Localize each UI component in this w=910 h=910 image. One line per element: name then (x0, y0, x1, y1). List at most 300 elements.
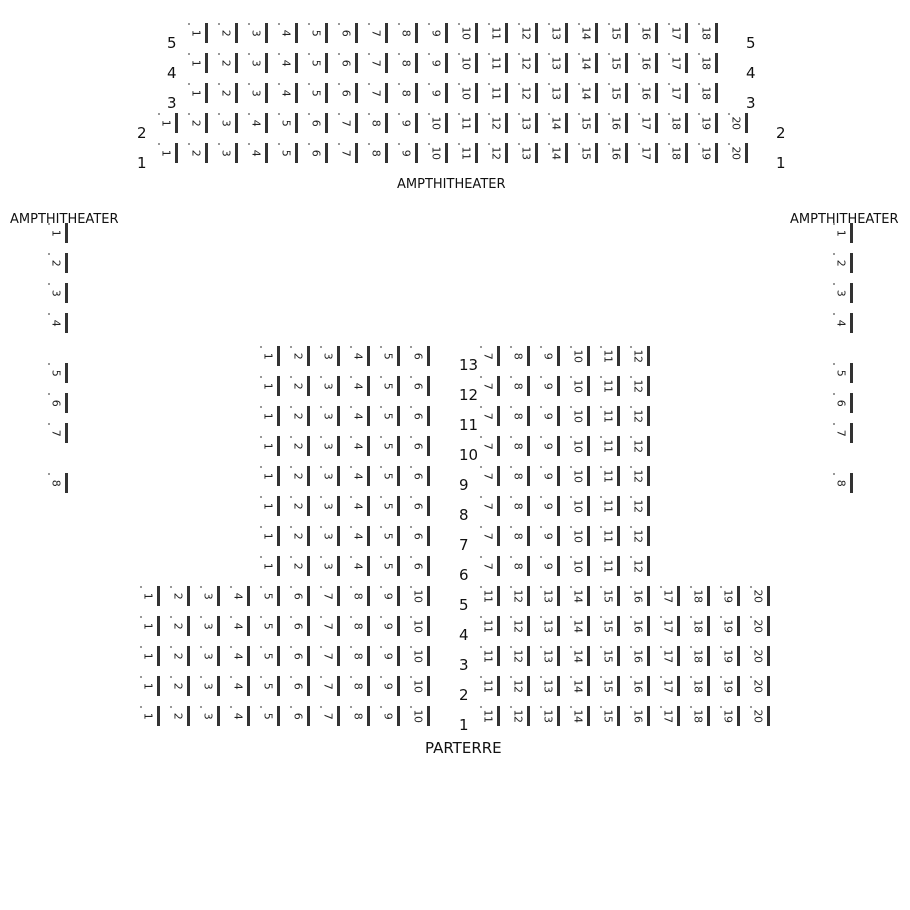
parterre-seat[interactable] (380, 706, 400, 726)
parterre-seat[interactable] (350, 676, 370, 696)
amphitheater-seat[interactable] (608, 53, 628, 73)
parterre-seat[interactable] (540, 376, 560, 396)
parterre-seat[interactable] (480, 496, 500, 516)
parterre-seat[interactable] (570, 406, 590, 426)
parterre-seat[interactable] (630, 496, 650, 516)
parterre-seat[interactable] (600, 346, 620, 366)
parterre-seat[interactable] (540, 646, 560, 666)
amphitheater-seat[interactable] (398, 83, 418, 103)
parterre-seat[interactable] (410, 706, 430, 726)
parterre-seat[interactable] (380, 466, 400, 486)
side-left-seat[interactable] (48, 393, 68, 413)
parterre-seat[interactable] (380, 526, 400, 546)
parterre-seat[interactable] (630, 646, 650, 666)
parterre-seat[interactable] (510, 466, 530, 486)
parterre-seat[interactable] (510, 616, 530, 636)
parterre-seat[interactable] (410, 496, 430, 516)
parterre-seat[interactable] (630, 706, 650, 726)
amphitheater-seat[interactable] (578, 113, 598, 133)
parterre-seat[interactable] (350, 496, 370, 516)
parterre-seat[interactable] (290, 346, 310, 366)
parterre-seat[interactable] (260, 436, 280, 456)
parterre-seat[interactable] (260, 466, 280, 486)
parterre-seat[interactable] (200, 586, 220, 606)
parterre-seat[interactable] (290, 676, 310, 696)
amphitheater-seat[interactable] (458, 23, 478, 43)
side-right-seat[interactable] (833, 473, 853, 493)
parterre-seat[interactable] (510, 406, 530, 426)
amphitheater-seat[interactable] (518, 143, 538, 163)
amphitheater-seat[interactable] (608, 143, 628, 163)
amphitheater-seat[interactable] (518, 113, 538, 133)
parterre-seat[interactable] (230, 616, 250, 636)
amphitheater-seat[interactable] (398, 113, 418, 133)
parterre-seat[interactable] (350, 586, 370, 606)
parterre-seat[interactable] (140, 586, 160, 606)
parterre-seat[interactable] (380, 556, 400, 576)
parterre-seat[interactable] (410, 376, 430, 396)
amphitheater-seat[interactable] (398, 143, 418, 163)
parterre-seat[interactable] (720, 586, 740, 606)
amphitheater-seat[interactable] (368, 143, 388, 163)
side-left-seat[interactable] (48, 473, 68, 493)
parterre-seat[interactable] (480, 706, 500, 726)
parterre-seat[interactable] (630, 466, 650, 486)
parterre-seat[interactable] (510, 346, 530, 366)
parterre-seat[interactable] (380, 676, 400, 696)
parterre-seat[interactable] (170, 616, 190, 636)
side-left-seat[interactable] (48, 423, 68, 443)
amphitheater-seat[interactable] (698, 23, 718, 43)
parterre-seat[interactable] (720, 706, 740, 726)
parterre-seat[interactable] (480, 346, 500, 366)
amphitheater-seat[interactable] (248, 23, 268, 43)
parterre-seat[interactable] (630, 376, 650, 396)
amphitheater-seat[interactable] (548, 83, 568, 103)
amphitheater-seat[interactable] (548, 143, 568, 163)
amphitheater-seat[interactable] (578, 23, 598, 43)
parterre-seat[interactable] (320, 706, 340, 726)
amphitheater-seat[interactable] (668, 53, 688, 73)
parterre-seat[interactable] (570, 586, 590, 606)
parterre-seat[interactable] (350, 706, 370, 726)
side-left-seat[interactable] (48, 313, 68, 333)
parterre-seat[interactable] (290, 466, 310, 486)
amphitheater-seat[interactable] (668, 83, 688, 103)
amphitheater-seat[interactable] (188, 23, 208, 43)
parterre-seat[interactable] (570, 616, 590, 636)
amphitheater-seat[interactable] (428, 23, 448, 43)
amphitheater-seat[interactable] (338, 113, 358, 133)
amphitheater-seat[interactable] (278, 143, 298, 163)
parterre-seat[interactable] (600, 706, 620, 726)
parterre-seat[interactable] (260, 496, 280, 516)
parterre-seat[interactable] (630, 676, 650, 696)
amphitheater-seat[interactable] (638, 53, 658, 73)
parterre-seat[interactable] (320, 646, 340, 666)
parterre-seat[interactable] (290, 586, 310, 606)
amphitheater-seat[interactable] (308, 83, 328, 103)
amphitheater-seat[interactable] (608, 83, 628, 103)
parterre-seat[interactable] (260, 616, 280, 636)
amphitheater-seat[interactable] (668, 113, 688, 133)
parterre-seat[interactable] (690, 676, 710, 696)
parterre-seat[interactable] (320, 556, 340, 576)
parterre-seat[interactable] (380, 406, 400, 426)
amphitheater-seat[interactable] (278, 83, 298, 103)
parterre-seat[interactable] (750, 586, 770, 606)
parterre-seat[interactable] (720, 646, 740, 666)
parterre-seat[interactable] (660, 586, 680, 606)
parterre-seat[interactable] (410, 346, 430, 366)
parterre-seat[interactable] (320, 586, 340, 606)
parterre-seat[interactable] (410, 466, 430, 486)
amphitheater-seat[interactable] (338, 53, 358, 73)
parterre-seat[interactable] (380, 496, 400, 516)
parterre-seat[interactable] (660, 706, 680, 726)
amphitheater-seat[interactable] (368, 53, 388, 73)
parterre-seat[interactable] (690, 616, 710, 636)
parterre-seat[interactable] (290, 556, 310, 576)
amphitheater-seat[interactable] (668, 23, 688, 43)
parterre-seat[interactable] (380, 346, 400, 366)
amphitheater-seat[interactable] (308, 53, 328, 73)
parterre-seat[interactable] (170, 676, 190, 696)
amphitheater-seat[interactable] (608, 23, 628, 43)
parterre-seat[interactable] (630, 616, 650, 636)
amphitheater-seat[interactable] (458, 113, 478, 133)
parterre-seat[interactable] (410, 556, 430, 576)
parterre-seat[interactable] (690, 706, 710, 726)
parterre-seat[interactable] (510, 586, 530, 606)
amphitheater-seat[interactable] (218, 83, 238, 103)
parterre-seat[interactable] (320, 676, 340, 696)
parterre-seat[interactable] (170, 586, 190, 606)
parterre-seat[interactable] (540, 676, 560, 696)
parterre-seat[interactable] (750, 676, 770, 696)
parterre-seat[interactable] (410, 616, 430, 636)
parterre-seat[interactable] (510, 526, 530, 546)
parterre-seat[interactable] (320, 466, 340, 486)
parterre-seat[interactable] (260, 346, 280, 366)
amphitheater-seat[interactable] (488, 53, 508, 73)
parterre-seat[interactable] (200, 616, 220, 636)
parterre-seat[interactable] (480, 646, 500, 666)
parterre-seat[interactable] (630, 586, 650, 606)
parterre-seat[interactable] (480, 376, 500, 396)
amphitheater-seat[interactable] (428, 83, 448, 103)
parterre-seat[interactable] (380, 586, 400, 606)
amphitheater-seat[interactable] (548, 53, 568, 73)
amphitheater-seat[interactable] (278, 53, 298, 73)
parterre-seat[interactable] (690, 646, 710, 666)
amphitheater-seat[interactable] (308, 113, 328, 133)
amphitheater-seat[interactable] (428, 53, 448, 73)
parterre-seat[interactable] (600, 586, 620, 606)
parterre-seat[interactable] (540, 466, 560, 486)
parterre-seat[interactable] (380, 616, 400, 636)
parterre-seat[interactable] (570, 676, 590, 696)
parterre-seat[interactable] (540, 706, 560, 726)
parterre-seat[interactable] (230, 706, 250, 726)
amphitheater-seat[interactable] (248, 143, 268, 163)
amphitheater-seat[interactable] (398, 53, 418, 73)
parterre-seat[interactable] (140, 676, 160, 696)
parterre-seat[interactable] (690, 586, 710, 606)
parterre-seat[interactable] (290, 646, 310, 666)
parterre-seat[interactable] (350, 346, 370, 366)
amphitheater-seat[interactable] (248, 83, 268, 103)
amphitheater-seat[interactable] (578, 83, 598, 103)
amphitheater-seat[interactable] (278, 23, 298, 43)
parterre-seat[interactable] (410, 586, 430, 606)
parterre-seat[interactable] (290, 496, 310, 516)
parterre-seat[interactable] (410, 526, 430, 546)
amphitheater-seat[interactable] (278, 113, 298, 133)
parterre-seat[interactable] (200, 676, 220, 696)
amphitheater-seat[interactable] (338, 23, 358, 43)
parterre-seat[interactable] (570, 706, 590, 726)
amphitheater-seat[interactable] (248, 113, 268, 133)
parterre-seat[interactable] (600, 376, 620, 396)
parterre-seat[interactable] (630, 346, 650, 366)
amphitheater-seat[interactable] (518, 83, 538, 103)
parterre-seat[interactable] (320, 436, 340, 456)
parterre-seat[interactable] (600, 556, 620, 576)
amphitheater-seat[interactable] (158, 143, 178, 163)
parterre-seat[interactable] (480, 616, 500, 636)
amphitheater-seat[interactable] (428, 113, 448, 133)
parterre-seat[interactable] (510, 706, 530, 726)
parterre-seat[interactable] (350, 436, 370, 456)
parterre-seat[interactable] (140, 616, 160, 636)
parterre-seat[interactable] (170, 646, 190, 666)
parterre-seat[interactable] (230, 586, 250, 606)
parterre-seat[interactable] (320, 526, 340, 546)
parterre-seat[interactable] (720, 616, 740, 636)
parterre-seat[interactable] (410, 436, 430, 456)
parterre-seat[interactable] (320, 346, 340, 366)
parterre-seat[interactable] (140, 706, 160, 726)
amphitheater-seat[interactable] (188, 53, 208, 73)
amphitheater-seat[interactable] (428, 143, 448, 163)
parterre-seat[interactable] (350, 616, 370, 636)
parterre-seat[interactable] (290, 406, 310, 426)
amphitheater-seat[interactable] (188, 113, 208, 133)
parterre-seat[interactable] (290, 376, 310, 396)
parterre-seat[interactable] (140, 646, 160, 666)
amphitheater-seat[interactable] (638, 23, 658, 43)
amphitheater-seat[interactable] (398, 23, 418, 43)
amphitheater-seat[interactable] (578, 143, 598, 163)
amphitheater-seat[interactable] (698, 143, 718, 163)
amphitheater-seat[interactable] (548, 23, 568, 43)
side-right-seat[interactable] (833, 363, 853, 383)
parterre-seat[interactable] (570, 526, 590, 546)
parterre-seat[interactable] (570, 346, 590, 366)
amphitheater-seat[interactable] (308, 143, 328, 163)
amphitheater-seat[interactable] (698, 113, 718, 133)
parterre-seat[interactable] (260, 586, 280, 606)
parterre-seat[interactable] (290, 526, 310, 546)
parterre-seat[interactable] (290, 616, 310, 636)
parterre-seat[interactable] (540, 586, 560, 606)
parterre-seat[interactable] (320, 616, 340, 636)
amphitheater-seat[interactable] (488, 83, 508, 103)
side-left-seat[interactable] (48, 363, 68, 383)
parterre-seat[interactable] (510, 436, 530, 456)
parterre-seat[interactable] (630, 556, 650, 576)
amphitheater-seat[interactable] (638, 143, 658, 163)
parterre-seat[interactable] (290, 706, 310, 726)
parterre-seat[interactable] (380, 646, 400, 666)
parterre-seat[interactable] (350, 376, 370, 396)
amphitheater-seat[interactable] (488, 23, 508, 43)
amphitheater-seat[interactable] (638, 83, 658, 103)
amphitheater-seat[interactable] (488, 113, 508, 133)
parterre-seat[interactable] (540, 346, 560, 366)
side-left-seat[interactable] (48, 283, 68, 303)
parterre-seat[interactable] (260, 706, 280, 726)
parterre-seat[interactable] (200, 646, 220, 666)
parterre-seat[interactable] (260, 676, 280, 696)
side-right-seat[interactable] (833, 423, 853, 443)
amphitheater-seat[interactable] (488, 143, 508, 163)
parterre-seat[interactable] (600, 526, 620, 546)
amphitheater-seat[interactable] (368, 23, 388, 43)
parterre-seat[interactable] (600, 496, 620, 516)
parterre-seat[interactable] (480, 466, 500, 486)
parterre-seat[interactable] (570, 556, 590, 576)
parterre-seat[interactable] (410, 676, 430, 696)
parterre-seat[interactable] (600, 436, 620, 456)
amphitheater-seat[interactable] (158, 113, 178, 133)
parterre-seat[interactable] (510, 376, 530, 396)
parterre-seat[interactable] (510, 676, 530, 696)
amphitheater-seat[interactable] (578, 53, 598, 73)
parterre-seat[interactable] (350, 526, 370, 546)
parterre-seat[interactable] (350, 466, 370, 486)
parterre-seat[interactable] (480, 526, 500, 546)
parterre-seat[interactable] (260, 376, 280, 396)
parterre-seat[interactable] (230, 646, 250, 666)
parterre-seat[interactable] (540, 406, 560, 426)
amphitheater-seat[interactable] (458, 143, 478, 163)
amphitheater-seat[interactable] (548, 113, 568, 133)
parterre-seat[interactable] (510, 556, 530, 576)
amphitheater-seat[interactable] (728, 113, 748, 133)
side-right-seat[interactable] (833, 393, 853, 413)
parterre-seat[interactable] (480, 406, 500, 426)
parterre-seat[interactable] (570, 496, 590, 516)
parterre-seat[interactable] (570, 436, 590, 456)
parterre-seat[interactable] (480, 586, 500, 606)
amphitheater-seat[interactable] (638, 113, 658, 133)
amphitheater-seat[interactable] (518, 23, 538, 43)
amphitheater-seat[interactable] (458, 83, 478, 103)
amphitheater-seat[interactable] (608, 113, 628, 133)
amphitheater-seat[interactable] (218, 53, 238, 73)
amphitheater-seat[interactable] (338, 83, 358, 103)
side-right-seat[interactable] (833, 313, 853, 333)
parterre-seat[interactable] (410, 406, 430, 426)
parterre-seat[interactable] (260, 526, 280, 546)
parterre-seat[interactable] (380, 376, 400, 396)
parterre-seat[interactable] (660, 646, 680, 666)
parterre-seat[interactable] (230, 676, 250, 696)
parterre-seat[interactable] (480, 556, 500, 576)
amphitheater-seat[interactable] (368, 83, 388, 103)
parterre-seat[interactable] (630, 436, 650, 456)
parterre-seat[interactable] (720, 676, 740, 696)
parterre-seat[interactable] (660, 676, 680, 696)
parterre-seat[interactable] (380, 436, 400, 456)
parterre-seat[interactable] (570, 646, 590, 666)
parterre-seat[interactable] (350, 556, 370, 576)
parterre-seat[interactable] (660, 616, 680, 636)
parterre-seat[interactable] (290, 436, 310, 456)
parterre-seat[interactable] (600, 676, 620, 696)
amphitheater-seat[interactable] (248, 53, 268, 73)
amphitheater-seat[interactable] (188, 83, 208, 103)
parterre-seat[interactable] (750, 646, 770, 666)
parterre-seat[interactable] (540, 556, 560, 576)
amphitheater-seat[interactable] (698, 53, 718, 73)
parterre-seat[interactable] (570, 376, 590, 396)
parterre-seat[interactable] (540, 526, 560, 546)
amphitheater-seat[interactable] (218, 143, 238, 163)
parterre-seat[interactable] (410, 646, 430, 666)
parterre-seat[interactable] (200, 706, 220, 726)
parterre-seat[interactable] (260, 406, 280, 426)
parterre-seat[interactable] (630, 526, 650, 546)
parterre-seat[interactable] (540, 616, 560, 636)
parterre-seat[interactable] (600, 616, 620, 636)
parterre-seat[interactable] (350, 646, 370, 666)
side-left-seat[interactable] (48, 253, 68, 273)
parterre-seat[interactable] (570, 466, 590, 486)
parterre-seat[interactable] (350, 406, 370, 426)
amphitheater-seat[interactable] (458, 53, 478, 73)
amphitheater-seat[interactable] (188, 143, 208, 163)
parterre-seat[interactable] (630, 406, 650, 426)
amphitheater-seat[interactable] (728, 143, 748, 163)
parterre-seat[interactable] (260, 556, 280, 576)
parterre-seat[interactable] (260, 646, 280, 666)
amphitheater-seat[interactable] (218, 23, 238, 43)
side-right-seat[interactable] (833, 253, 853, 273)
parterre-seat[interactable] (600, 646, 620, 666)
parterre-seat[interactable] (540, 496, 560, 516)
parterre-seat[interactable] (540, 436, 560, 456)
amphitheater-seat[interactable] (308, 23, 328, 43)
parterre-seat[interactable] (320, 406, 340, 426)
parterre-seat[interactable] (750, 706, 770, 726)
parterre-seat[interactable] (480, 436, 500, 456)
parterre-seat[interactable] (320, 496, 340, 516)
parterre-seat[interactable] (600, 406, 620, 426)
parterre-seat[interactable] (320, 376, 340, 396)
parterre-seat[interactable] (170, 706, 190, 726)
amphitheater-seat[interactable] (518, 53, 538, 73)
amphitheater-seat[interactable] (368, 113, 388, 133)
amphitheater-seat[interactable] (668, 143, 688, 163)
amphitheater-seat[interactable] (698, 83, 718, 103)
parterre-seat[interactable] (750, 616, 770, 636)
parterre-seat[interactable] (510, 496, 530, 516)
parterre-seat[interactable] (510, 646, 530, 666)
amphitheater-seat[interactable] (218, 113, 238, 133)
